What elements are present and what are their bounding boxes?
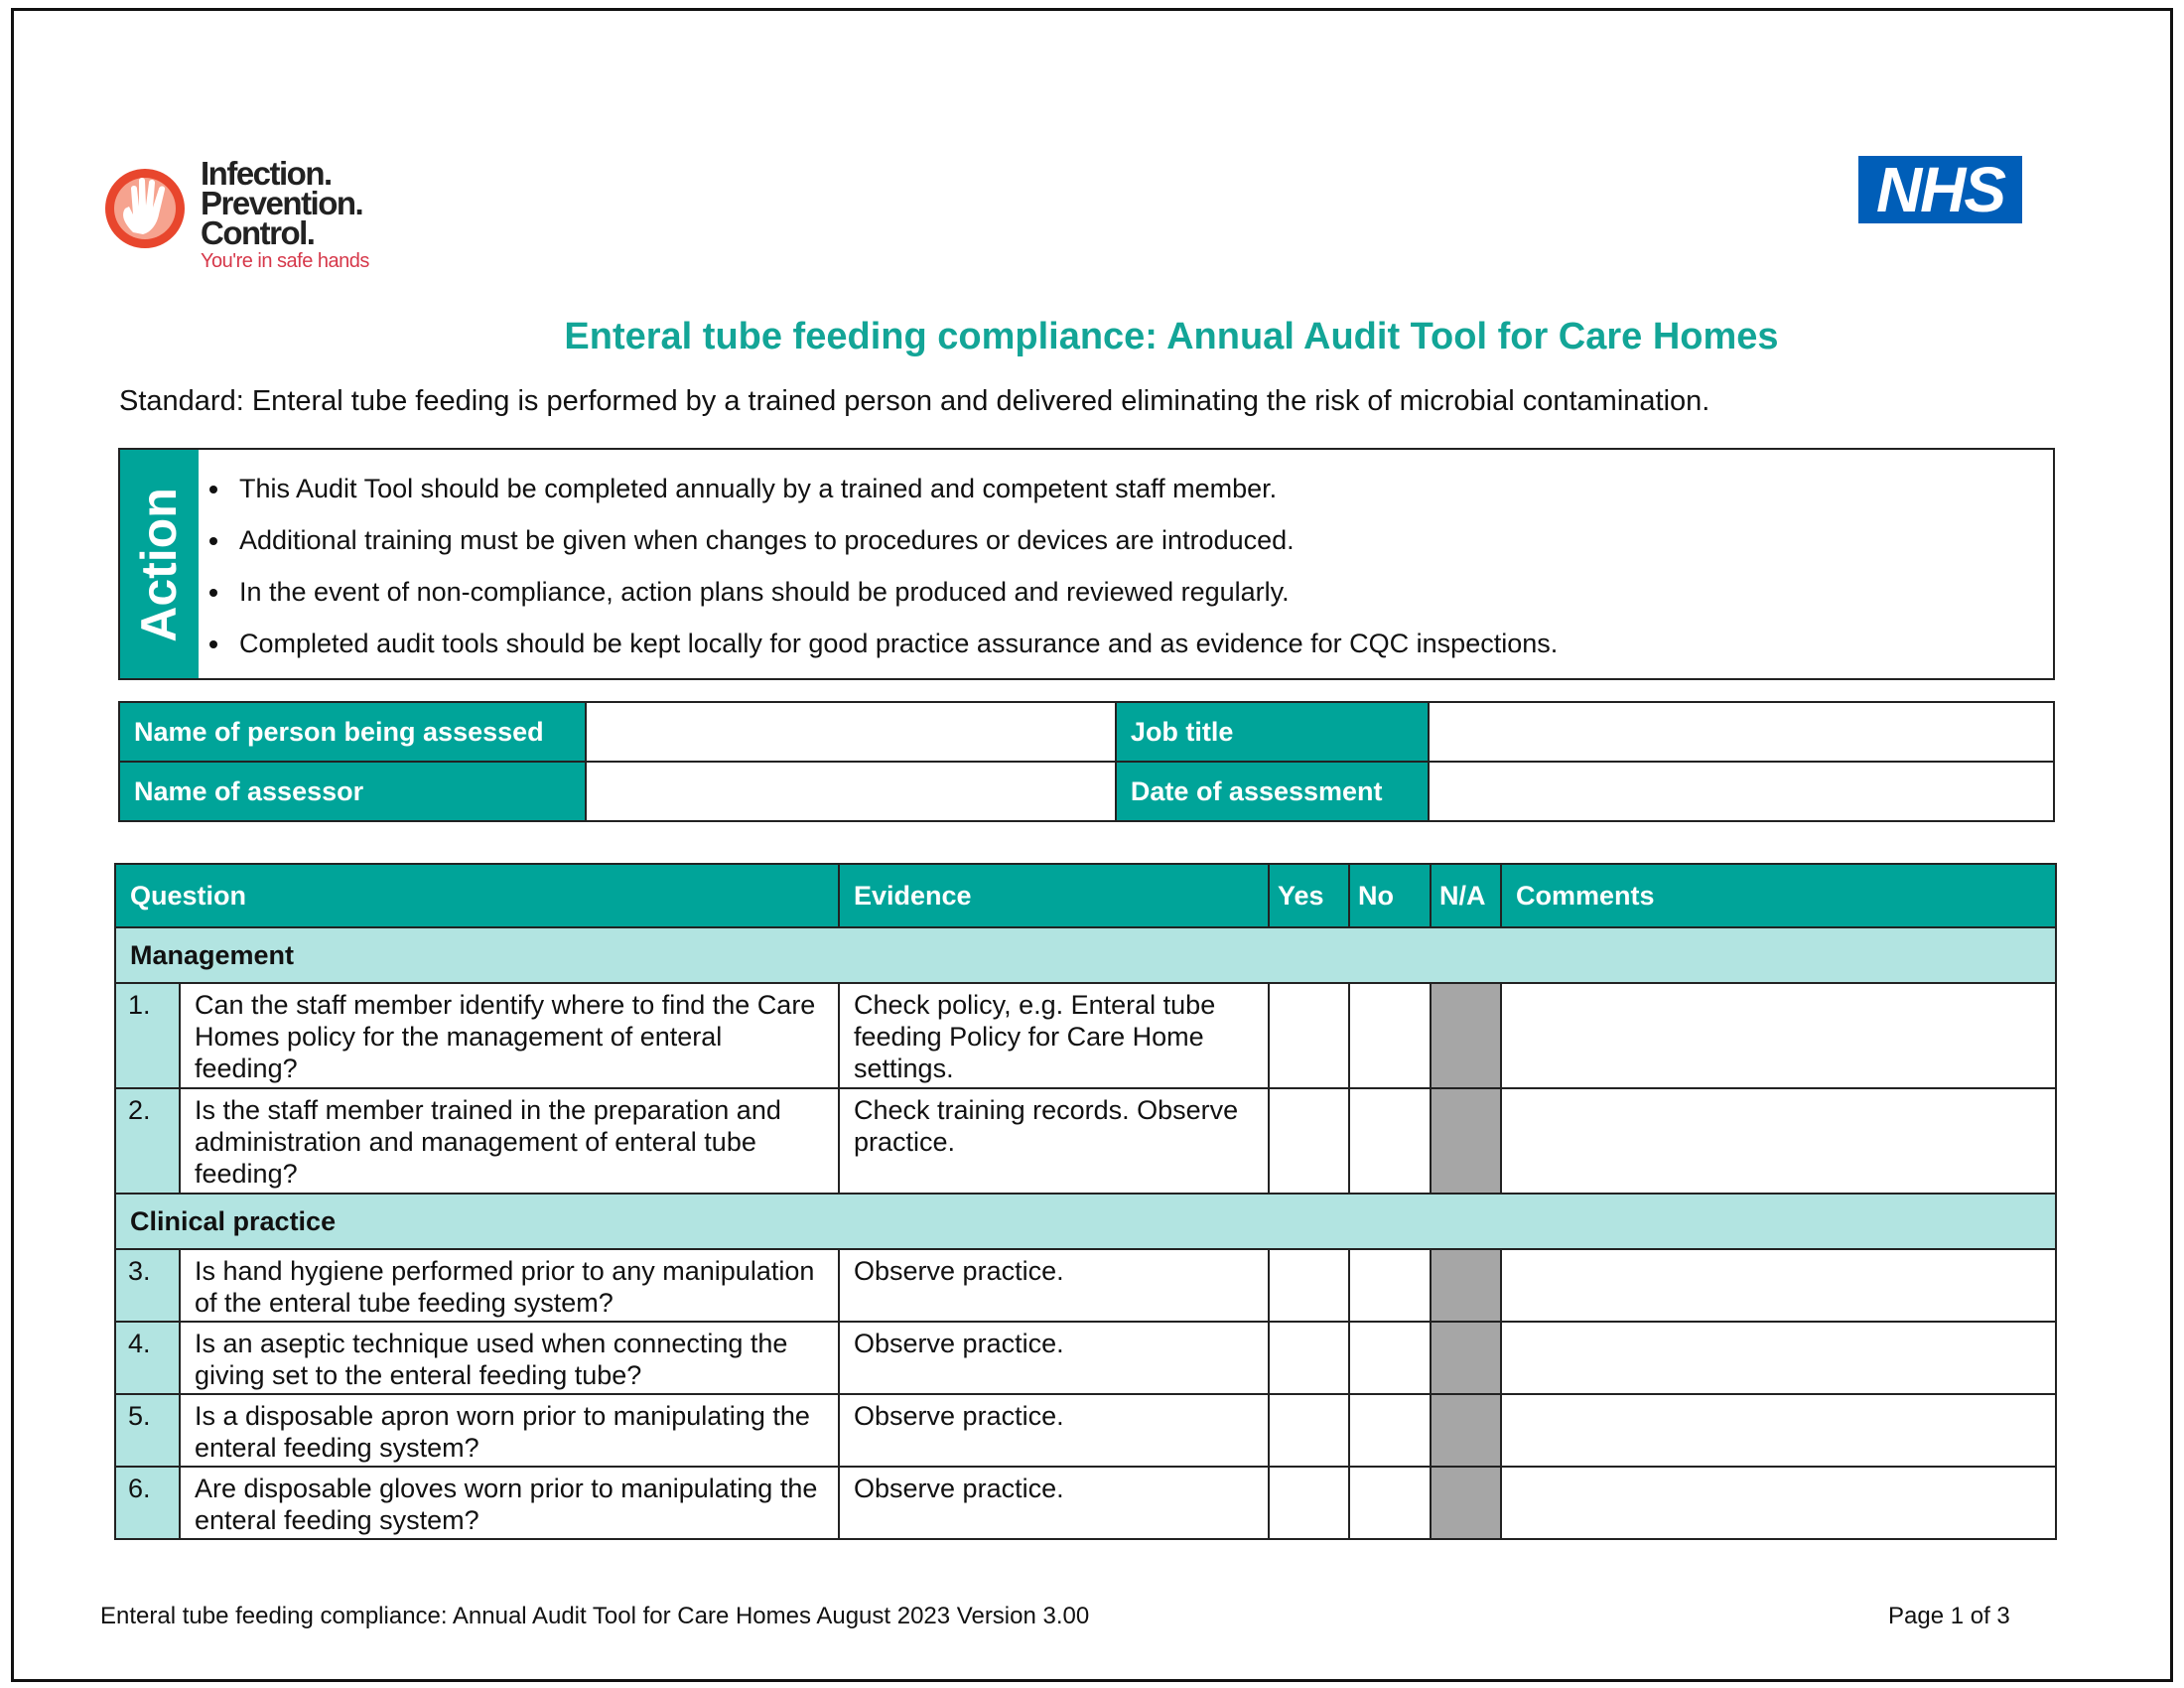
yes-cell[interactable] bbox=[1269, 1322, 1349, 1394]
action-list bbox=[239, 474, 1558, 680]
question-number: 1. bbox=[115, 983, 180, 1088]
ipc-tagline: You're in safe hands bbox=[201, 250, 369, 272]
comments-cell[interactable] bbox=[1501, 1394, 2056, 1467]
comments-cell[interactable] bbox=[1501, 1322, 2056, 1394]
comments-cell[interactable] bbox=[1501, 983, 2056, 1088]
evidence-text: Observe practice. bbox=[839, 1467, 1269, 1539]
ipc-line2: Prevention. bbox=[201, 185, 363, 221]
assessor-field[interactable] bbox=[586, 762, 1116, 821]
section-row bbox=[115, 1194, 2056, 1249]
hand-icon bbox=[103, 163, 193, 252]
audit-table bbox=[114, 863, 2057, 1540]
question-text: Is a disposable apron worn prior to manipulating the enteral feeding system? bbox=[180, 1394, 839, 1467]
na-cell-shaded bbox=[1431, 1088, 1501, 1194]
question-text: Can the staff member identify where to find the Care Homes policy for the management of enteral feeding? bbox=[180, 983, 839, 1088]
na-cell-shaded bbox=[1431, 1394, 1501, 1467]
evidence-header: Evidence bbox=[839, 864, 1269, 927]
ipc-line1: Infection. bbox=[201, 155, 332, 192]
yes-cell[interactable] bbox=[1269, 1088, 1349, 1194]
audit-header-row bbox=[115, 864, 2056, 927]
comments-cell[interactable] bbox=[1501, 1249, 2056, 1322]
bullet-icon bbox=[209, 640, 217, 648]
na-header: N/A bbox=[1431, 864, 1501, 927]
question-header: Question bbox=[115, 864, 839, 927]
table-row bbox=[115, 1467, 2056, 1539]
question-text: Are disposable gloves worn prior to manipulating the enteral feeding system? bbox=[180, 1467, 839, 1539]
bullet-icon bbox=[209, 589, 217, 597]
no-cell[interactable] bbox=[1349, 1088, 1431, 1194]
bullet-icon bbox=[209, 486, 217, 493]
yes-cell[interactable] bbox=[1269, 1467, 1349, 1539]
evidence-text: Observe practice. bbox=[839, 1249, 1269, 1322]
action-item-text: In the event of non-compliance, action plans should be produced and reviewed regularly. bbox=[239, 577, 1290, 607]
action-item-text: Completed audit tools should be kept locally for good practice assurance and as evidence for CQC inspections. bbox=[239, 629, 1559, 658]
assessor-label: Name of assessor bbox=[119, 762, 586, 821]
question-number: 6. bbox=[115, 1467, 180, 1539]
table-row bbox=[115, 1088, 2056, 1194]
section-row bbox=[115, 927, 2056, 983]
table-row bbox=[115, 1322, 2056, 1394]
evidence-text: Observe practice. bbox=[839, 1394, 1269, 1467]
action-box bbox=[118, 448, 2055, 680]
question-number: 2. bbox=[115, 1088, 180, 1194]
action-item bbox=[239, 577, 1558, 629]
question-number: 3. bbox=[115, 1249, 180, 1322]
action-item-text: Additional training must be given when changes to procedures or devices are introduced. bbox=[239, 525, 1295, 555]
no-cell[interactable] bbox=[1349, 1394, 1431, 1467]
comments-cell[interactable] bbox=[1501, 1467, 2056, 1539]
footer-document-info: Enteral tube feeding compliance: Annual Audit Tool for Care Homes August 2023 Version 3.00 bbox=[100, 1603, 1090, 1629]
question-number: 4. bbox=[115, 1322, 180, 1394]
table-row bbox=[115, 1249, 2056, 1322]
action-label: Action bbox=[131, 488, 187, 642]
footer-page-number: Page 1 of 3 bbox=[1888, 1603, 2010, 1629]
ipc-line3: Control. bbox=[201, 214, 315, 251]
no-cell[interactable] bbox=[1349, 983, 1431, 1088]
question-text: Is the staff member trained in the preparation and administration and management of enteral tube feeding? bbox=[180, 1088, 839, 1194]
no-cell[interactable] bbox=[1349, 1249, 1431, 1322]
section-title: Clinical practice bbox=[115, 1194, 2056, 1249]
person-assessed-field[interactable] bbox=[586, 702, 1116, 762]
assessment-info-table bbox=[118, 701, 2055, 822]
ipc-wordmark bbox=[201, 155, 363, 251]
yes-cell[interactable] bbox=[1269, 1394, 1349, 1467]
section-title: Management bbox=[115, 927, 2056, 983]
action-item bbox=[239, 474, 1558, 525]
no-header: No bbox=[1349, 864, 1431, 927]
page-title: Enteral tube feeding compliance: Annual Audit Tool for Care Homes bbox=[564, 316, 1779, 357]
job-title-field[interactable] bbox=[1429, 702, 2054, 762]
action-band bbox=[120, 450, 199, 678]
date-label: Date of assessment bbox=[1116, 762, 1429, 821]
standard-statement: Standard: Enteral tube feeding is performed by a trained person and delivered eliminating the risk of microbial contamination. bbox=[119, 385, 1710, 417]
na-cell-shaded bbox=[1431, 1322, 1501, 1394]
na-cell-shaded bbox=[1431, 983, 1501, 1088]
bullet-icon bbox=[209, 537, 217, 545]
person-assessed-label: Name of person being assessed bbox=[119, 702, 586, 762]
table-row bbox=[115, 983, 2056, 1088]
no-cell[interactable] bbox=[1349, 1322, 1431, 1394]
yes-cell[interactable] bbox=[1269, 983, 1349, 1088]
nhs-logo: NHS bbox=[1858, 156, 2022, 223]
job-title-label: Job title bbox=[1116, 702, 1429, 762]
table-row bbox=[115, 1394, 2056, 1467]
question-text: Is an aseptic technique used when connecting the giving set to the enteral feeding tube? bbox=[180, 1322, 839, 1394]
comments-header: Comments bbox=[1501, 864, 2056, 927]
evidence-text: Check policy, e.g. Enteral tube feeding Policy for Care Home settings. bbox=[839, 983, 1269, 1088]
ipc-logo bbox=[103, 155, 401, 278]
na-cell-shaded bbox=[1431, 1249, 1501, 1322]
evidence-text: Check training records. Observe practice. bbox=[839, 1088, 1269, 1194]
no-cell[interactable] bbox=[1349, 1467, 1431, 1539]
question-text: Is hand hygiene performed prior to any manipulation of the enteral tube feeding system? bbox=[180, 1249, 839, 1322]
evidence-text: Observe practice. bbox=[839, 1322, 1269, 1394]
yes-cell[interactable] bbox=[1269, 1249, 1349, 1322]
question-number: 5. bbox=[115, 1394, 180, 1467]
na-cell-shaded bbox=[1431, 1467, 1501, 1539]
yes-header: Yes bbox=[1269, 864, 1349, 927]
action-item bbox=[239, 629, 1558, 680]
action-item bbox=[239, 525, 1558, 577]
action-item-text: This Audit Tool should be completed annually by a trained and competent staff member. bbox=[239, 474, 1278, 503]
comments-cell[interactable] bbox=[1501, 1088, 2056, 1194]
date-field[interactable] bbox=[1429, 762, 2054, 821]
